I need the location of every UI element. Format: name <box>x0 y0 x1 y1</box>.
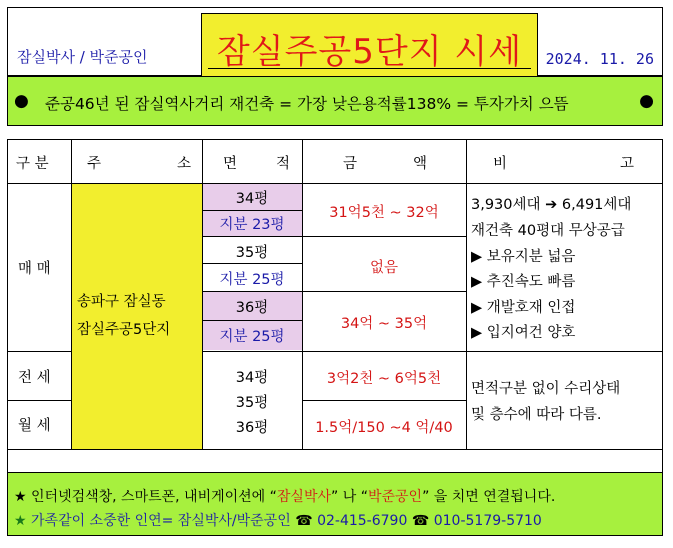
sale-price: 없음 <box>369 260 398 276</box>
header-address-a: 주 <box>87 156 102 172</box>
header-price-b: 액 <box>413 156 428 172</box>
address-line-2: 잠실주공5단지 <box>77 322 171 338</box>
footer-search-post: ” 을 치면 연결됩니다. <box>422 489 556 505</box>
sale-note: 3,930세대 ➔ 6,491세대 <box>471 197 632 213</box>
header-type: 구 분 <box>16 156 49 172</box>
sale-note: ▶ 추진속도 빠름 <box>471 274 576 290</box>
headline-banner <box>7 76 663 126</box>
sale-note: ▶ 개발호재 인접 <box>471 300 576 316</box>
header-panel <box>7 7 663 76</box>
footer-contact-text: 가족같이 소중한 인연= 잠실박사/박준공인 <box>31 513 291 529</box>
rental-note: 및 층수에 따라 다름. <box>471 407 602 423</box>
bullet-dot-icon: ● <box>14 91 29 111</box>
wolse-label: 월 세 <box>18 418 51 434</box>
page-title: 잠실주공5단지 시세 <box>216 32 523 72</box>
sale-label: 매 매 <box>18 261 51 277</box>
phone-icon: ☎ <box>411 513 430 529</box>
title-underline <box>208 68 531 69</box>
jeonse-label: 전 세 <box>18 370 51 386</box>
footer-keyword: 잠실박사 <box>276 489 332 505</box>
address-line-1: 송파구 잠실동 <box>77 294 166 310</box>
phone-icon: ☎ <box>295 513 313 529</box>
sale-price: 31억5천 ~ 32억 <box>329 205 439 221</box>
header-area-b: 적 <box>276 156 291 172</box>
wolse-price: 1.5억/150 ~4 억/40 <box>315 420 453 436</box>
size-label: 36평 <box>235 300 269 316</box>
footer-search-mid: ” 나 “ <box>331 489 368 505</box>
share-label: 지분 25평 <box>219 329 285 345</box>
size-label: 34평 <box>235 191 269 207</box>
footer-line-1 <box>14 486 555 506</box>
footer-search-text: 인터넷검색창, 스마트폰, 내비게이션에 “ <box>31 489 277 505</box>
size-label: 35평 <box>235 245 269 261</box>
title-box <box>201 13 538 77</box>
star-icon: ★ <box>14 489 27 505</box>
share-label: 지분 23평 <box>219 217 285 233</box>
header-address-b: 소 <box>177 156 192 172</box>
bullet-dot-icon: ● <box>639 91 654 111</box>
sale-note: ▶ 보유지분 넓음 <box>471 249 576 265</box>
sale-note: 재건축 40평대 무상공급 <box>471 223 625 239</box>
contact-footer <box>8 473 662 535</box>
phone-number: 010-5179-5710 <box>433 513 542 529</box>
price-table <box>7 139 663 536</box>
header-note-b: 고 <box>620 156 635 172</box>
sale-note: ▶ 입지여건 양호 <box>471 325 576 341</box>
address-cell <box>71 184 202 450</box>
headline-text: 준공46년 된 잠실역사거리 재건축 = 가장 낮은용적률138% = 투자가치 으뜸 <box>45 95 569 113</box>
footer-keyword: 박준공인 <box>367 489 423 505</box>
rental-size: 35평 <box>235 395 269 411</box>
header-note-a: 비 <box>493 156 508 172</box>
rental-size: 34평 <box>235 370 269 386</box>
agent-name: 잠실박사 / 박준공인 <box>17 48 148 66</box>
rental-note: 면적구분 없이 수리상태 <box>471 381 621 397</box>
header-area-a: 면 <box>223 156 238 172</box>
header-price-a: 금 <box>343 156 358 172</box>
share-label: 지분 25평 <box>219 272 285 288</box>
sale-price: 34억 ~ 35억 <box>340 316 428 332</box>
footer-line-2 <box>14 510 542 530</box>
jeonse-price: 3억2천 ~ 6억5천 <box>326 371 442 387</box>
phone-number: 02-415-6790 <box>317 513 408 529</box>
rental-size: 36평 <box>235 420 269 436</box>
star-icon: ★ <box>14 513 27 529</box>
report-date: 2024. 11. 26 <box>545 50 654 68</box>
